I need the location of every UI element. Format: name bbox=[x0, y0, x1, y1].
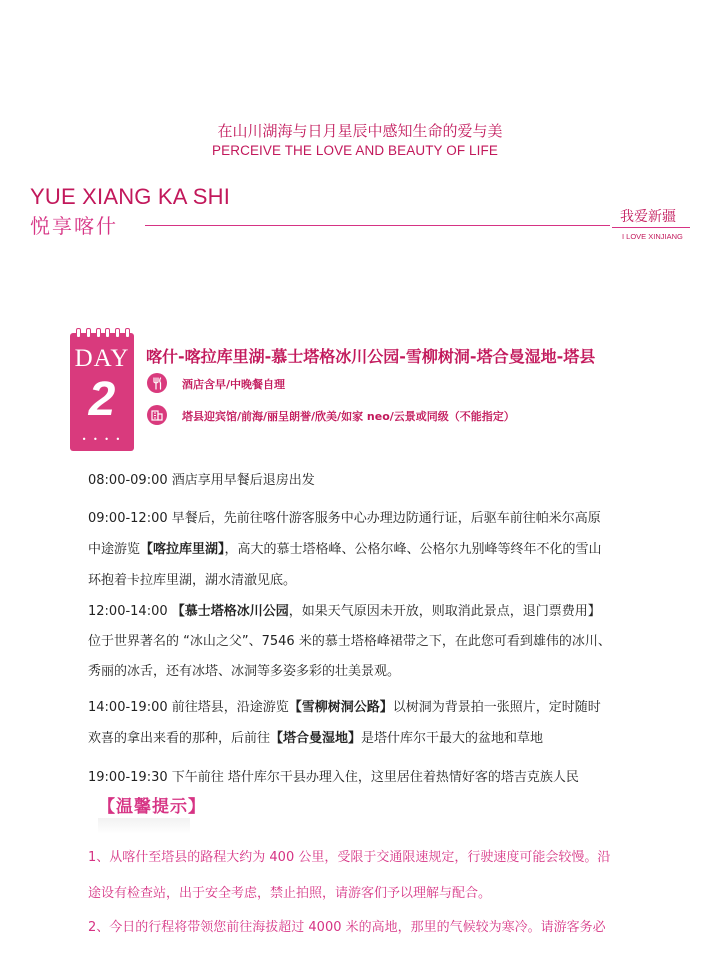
itinerary-line: 秀丽的冰舌，还有冰塔、冰洞等多姿多彩的壮美景观。 bbox=[88, 664, 401, 679]
spot-name: 【雪柳树洞公路】 bbox=[288, 700, 393, 715]
itinerary-line: 08:00-09:00 酒店享用早餐后退房出发 bbox=[88, 473, 315, 488]
slogan-chinese: 在山川湖海与日月星辰中感知生命的爱与美 bbox=[217, 122, 503, 140]
itinerary-item-1200 bbox=[88, 597, 648, 687]
tip-line: 2、今日的行程将带领您前往海拔超过 4000 米的高地，那里的气候较为寒冷。请游客务必 bbox=[88, 920, 606, 935]
itinerary-line: 欢喜的拿出来看的那种，后前往【塔合曼湿地】是塔什库尔干最大的盆地和草地 bbox=[88, 731, 544, 746]
love-xinjiang-chinese: 我爱新疆 bbox=[620, 209, 676, 225]
meals-info: 酒店含早/中晚餐自理 bbox=[182, 378, 286, 391]
route-title: 喀什-喀拉库里湖-慕士塔格冰川公园-雪柳树洞-塔合曼湿地-塔县 bbox=[146, 347, 596, 366]
building-icon bbox=[147, 405, 167, 425]
brand-title-chinese: 悦享喀什 bbox=[30, 214, 118, 238]
utensils-icon bbox=[147, 373, 167, 393]
calendar-ring bbox=[115, 328, 120, 338]
tip-line: 途设有检查站，出于安全考虑，禁止拍照，请游客们予以理解与配合。 bbox=[88, 886, 492, 901]
itinerary-line: 环抱着卡拉库里湖，湖水清澈见底。 bbox=[88, 573, 297, 588]
spot-name: 【塔合曼湿地】 bbox=[270, 731, 362, 746]
itinerary-line: 09:00-12:00 早餐后，先前往喀什游客服务中心办理边防通行证，后驱车前往帕米尔高原 bbox=[88, 511, 601, 526]
tips-title: 【温馨提示】 bbox=[98, 797, 206, 817]
calendar-ring bbox=[86, 328, 91, 338]
tip-item-2 bbox=[88, 910, 648, 946]
love-xinjiang-english: I LOVE XINJIANG bbox=[622, 232, 683, 241]
itinerary-line: 14:00-19:00 前往塔县，沿途游览【雪柳树洞公路】以树洞为背景拍一张照片，定时随时 bbox=[88, 700, 601, 715]
header-divider bbox=[145, 225, 610, 226]
itinerary-line: 12:00-14:00 【慕士塔格冰川公园，如果天气原因未开放，则取消此景点，退门票费用】 bbox=[88, 604, 601, 619]
calendar-ring bbox=[125, 328, 130, 338]
itinerary-item-1900 bbox=[88, 762, 648, 793]
day-label: DAY bbox=[74, 345, 130, 372]
brand-title-english: YUE XIANG KA SHI bbox=[30, 184, 231, 209]
itinerary-line: 中途游览【喀拉库里湖】，高大的慕士塔格峰、公格尔峰、公格尔九别峰等终年不化的雪山 bbox=[88, 542, 602, 557]
itinerary-line: 位于世界著名的 “冰山之父”、7546 米的慕士塔格峰裙带之下，在此您可看到雄伟的冰川、 bbox=[88, 634, 611, 649]
day-dots: • • • • bbox=[81, 435, 123, 444]
calendar-ring bbox=[76, 328, 81, 338]
calendar-rings bbox=[76, 328, 130, 338]
day-number: 2 bbox=[88, 373, 116, 426]
tip-item-1 bbox=[88, 840, 648, 912]
spot-name: 【喀拉库里湖】 bbox=[140, 542, 225, 557]
slogan-english: PERCEIVE THE LOVE AND BEAUTY OF LIFE bbox=[212, 143, 498, 158]
itinerary-item-1400 bbox=[88, 692, 648, 754]
calendar-ring bbox=[96, 328, 101, 338]
calendar-ring bbox=[105, 328, 110, 338]
love-divider bbox=[612, 227, 690, 228]
tip-line: 1、从喀什至塔县的路程大约为 400 公里，受限于交通限速规定，行驶速度可能会较慢。沿 bbox=[88, 850, 611, 865]
tips-title-shadow bbox=[98, 818, 190, 834]
itinerary-item-0900 bbox=[88, 503, 648, 596]
itinerary-line: 19:00-19:30 下午前往 塔什库尔干县办理入住，这里居住着热情好客的塔吉克族人民 bbox=[88, 770, 579, 785]
spot-name: 【慕士塔格冰川公园 bbox=[171, 604, 289, 619]
hotel-info: 塔县迎宾馆/前海/丽呈朗誉/欣美/如家 neo/云景或同级（不能指定） bbox=[182, 410, 515, 423]
itinerary-item-0800 bbox=[88, 465, 648, 496]
